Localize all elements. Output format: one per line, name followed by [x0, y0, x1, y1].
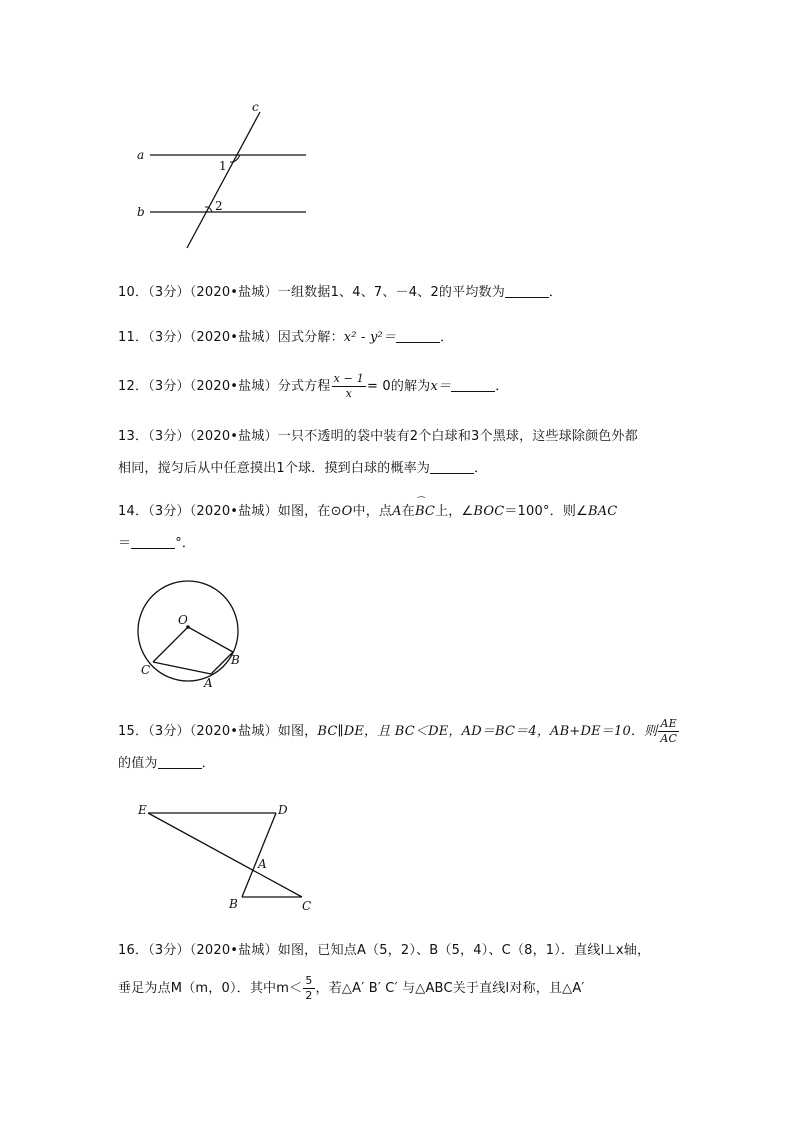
- label-c: C: [302, 899, 312, 913]
- question-15-line1: [118, 717, 678, 747]
- q14-mid1: 中，点: [352, 504, 393, 519]
- q15-prefix: 15．（3分）（2020•盐城）如图，: [118, 724, 318, 739]
- label-e: E: [138, 803, 147, 817]
- question-11: [118, 323, 678, 353]
- fraction-numerator: 5: [305, 974, 313, 987]
- fraction-numerator: AE: [658, 717, 679, 732]
- question-16-line1: 16．（3分）（2020•盐城）如图，已知点A（5，2）、B（5，4）、C（8，1）．直线l⊥x轴，: [118, 943, 651, 958]
- label-b: b: [137, 205, 145, 219]
- answer-blank: [396, 328, 440, 343]
- label-d: D: [278, 803, 288, 817]
- q15-condition: BC∥DE，且 BC＜DE，AD＝BC＝4，AB+DE＝10．则: [317, 724, 658, 739]
- segment-oc: [153, 627, 188, 662]
- triangles-figure: [130, 798, 330, 918]
- segment-ec: [148, 813, 302, 897]
- question-10: [118, 278, 678, 308]
- variable: x＝: [430, 379, 452, 394]
- q14-mid3: 上，∠: [435, 504, 474, 519]
- answer-blank: [131, 534, 175, 549]
- expression: x² - y²＝: [343, 330, 397, 345]
- q14-a: A: [392, 504, 402, 519]
- fraction-denominator: 2: [305, 989, 313, 1002]
- q14-arc-bc: ⌒ BC: [415, 497, 435, 527]
- period: ．: [548, 285, 563, 300]
- fraction: [303, 974, 314, 1003]
- question-14-line1: [118, 497, 678, 527]
- question-13: [118, 422, 678, 484]
- question-12-text: 12．（3分）（2020•盐城）分式方程: [118, 379, 331, 394]
- fraction-numerator: x − 1: [333, 372, 364, 385]
- fraction-denominator: AC: [660, 732, 678, 745]
- segment-ca: [153, 662, 211, 674]
- question-15-line2: [118, 749, 678, 779]
- equation-rest: = 0的解为: [367, 379, 431, 394]
- circle-o: [138, 581, 238, 681]
- q14-o: O: [341, 504, 353, 519]
- label-angle-2: 2: [215, 199, 223, 213]
- label-o: O: [178, 613, 188, 627]
- q14-mid2: 在: [401, 504, 415, 519]
- q15-line2-text: 的值为: [118, 756, 158, 771]
- q14-prefix: 14．（3分）（2020•盐城）如图，在⊙: [118, 504, 342, 519]
- answer-blank: [451, 377, 495, 392]
- question-16-line2: [118, 974, 678, 1004]
- label-c: C: [141, 663, 151, 677]
- fraction: [658, 717, 679, 746]
- question-13-line2-text: 相同，搅匀后从中任意摸出1个球．摸到白球的概率为: [118, 461, 431, 476]
- question-16: [118, 936, 678, 1004]
- circle-figure: [135, 578, 245, 693]
- period: ．: [474, 461, 488, 476]
- question-15: [118, 717, 678, 779]
- label-a: A: [204, 676, 213, 690]
- period: ．: [201, 756, 215, 771]
- q14-suffix: °．: [175, 536, 196, 551]
- fraction: [332, 372, 366, 401]
- q14-mid4: ＝100°．则∠: [504, 504, 588, 519]
- segment-ob: [188, 627, 233, 652]
- q16-line2-prefix: 垂足为点M（m，0）．其中m＜: [118, 981, 303, 996]
- label-b: B: [229, 897, 238, 911]
- segment-ab: [211, 652, 233, 674]
- label-a: A: [258, 857, 267, 871]
- period: ．: [495, 379, 509, 394]
- label-a: a: [137, 148, 145, 162]
- fraction-denominator: x: [345, 387, 352, 400]
- q14-bac: BAC: [587, 504, 618, 519]
- label-angle-1: 1: [219, 159, 227, 173]
- parallel-lines-figure: [130, 98, 320, 258]
- q16-line2-suffix: ，若△A′ B′ C′ 与△ABC关于直线l对称，且△A′: [315, 981, 585, 996]
- question-13-line1: 13．（3分）（2020•盐城）一只不透明的袋中装有2个白球和3个黑球，这些球除颜色外都: [118, 429, 638, 444]
- answer-blank: [505, 283, 549, 298]
- question-11-text: 11．（3分）（2020•盐城）因式分解：: [118, 330, 344, 345]
- period: ．: [440, 330, 454, 345]
- answer-blank: [158, 754, 202, 769]
- question-14-line2: [118, 529, 678, 559]
- question-10-text: 10．（3分）（2020•盐城）一组数据1、4、7、－4、2的平均数为: [118, 285, 505, 300]
- label-c: c: [252, 100, 259, 114]
- line-c: [187, 112, 260, 248]
- q14-boc: BOC: [473, 504, 505, 519]
- segment-db: [242, 813, 276, 897]
- question-12: [118, 372, 678, 402]
- label-b: B: [231, 653, 240, 667]
- q14-equals: ＝: [118, 536, 132, 551]
- question-14: [118, 497, 678, 559]
- question-13-line2: [118, 454, 678, 484]
- answer-blank: [430, 459, 474, 474]
